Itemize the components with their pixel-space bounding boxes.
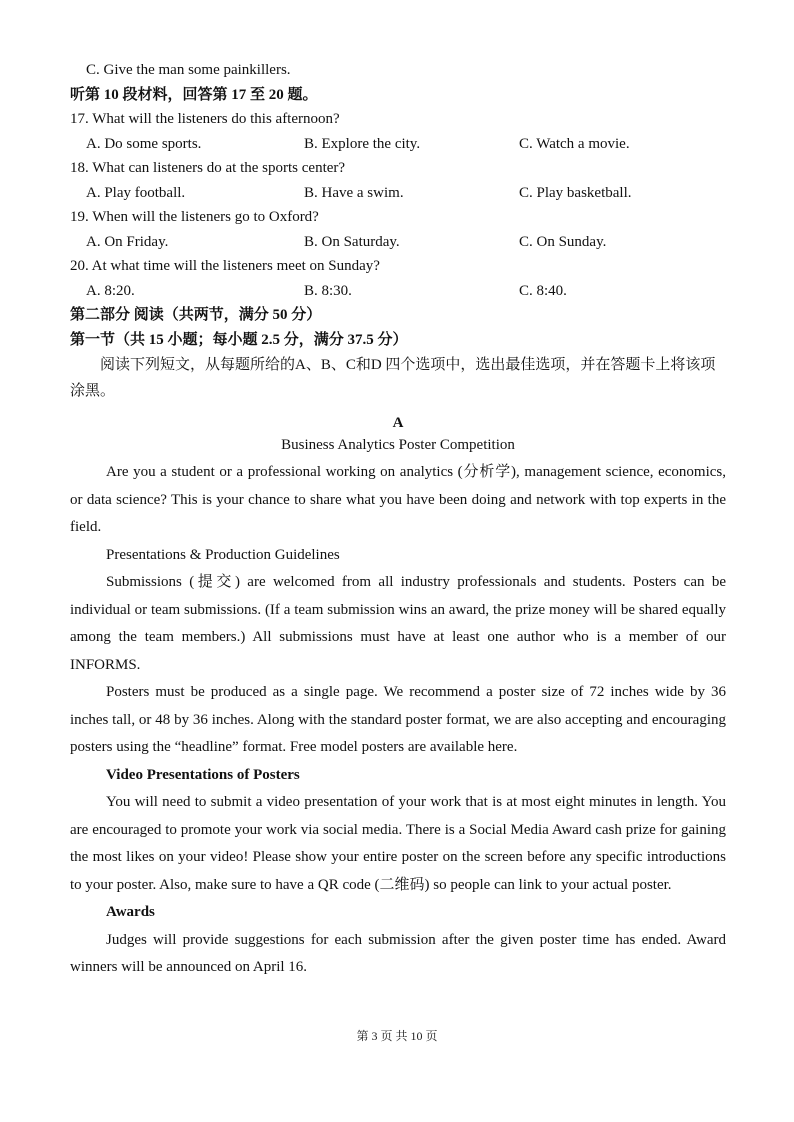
option-b: B. Explore the city. — [304, 135, 421, 152]
question-text: 17. What will the listeners do this afternoon? — [70, 111, 340, 127]
video-heading: Video Presentations of Posters — [106, 766, 300, 783]
options-row — [70, 279, 726, 304]
intro-paragraph: Are you a student or a professional working on analytics (分析学), management science, economics, or data science? This is your chance to share what you have been doing and network with top experts in the field. — [70, 464, 726, 535]
option-a: A. Play football. — [86, 184, 186, 201]
question-text: 20. At what time will the listeners meet on Sunday? — [70, 258, 380, 274]
option-b: B. On Saturday. — [304, 233, 400, 250]
option-b: B. Have a swim. — [304, 184, 404, 201]
question-18 — [70, 156, 726, 205]
guidelines-heading: Presentations & Production Guidelines — [106, 546, 340, 563]
page-footer: 第 3 页 共 10 页 — [356, 1029, 438, 1043]
reading-part-heading: 第二部分 阅读（共两节，满分 50 分） — [70, 307, 322, 323]
exam-page — [70, 58, 726, 982]
submissions-paragraph: Submissions (提交) are welcomed from all industry professionals and students. Posters can be individual or team submissions. (If a team submission wins an award, the prize money will be shared equally among the team members.) All submissions must have at least one author who is a member of our INFORMS. — [70, 574, 726, 673]
question-17 — [70, 107, 726, 156]
awards-paragraph: Judges will provide suggestions for each submission after the given poster time has ended. Award winners will be announced on April 16. — [70, 931, 726, 975]
option-a: A. Do some sports. — [86, 135, 202, 152]
options-row — [70, 230, 726, 255]
awards-heading: Awards — [106, 904, 155, 920]
option-c: C. Watch a movie. — [519, 135, 630, 152]
passage-letter: A — [392, 415, 404, 431]
question-text: 19. When will the listeners go to Oxford? — [70, 209, 319, 225]
posters-paragraph: Posters must be produced as a single page. We recommend a poster size of 72 inches wide by 36 inches tall, or 48 by 36 inches. Along with the standard poster format, we are also accepting and encouraging posters using the “headline” format. Free model posters are available here. — [70, 684, 726, 755]
options-row — [70, 181, 726, 206]
question-19 — [70, 205, 726, 254]
option-a: A. On Friday. — [86, 233, 169, 250]
passage-title: Business Analytics Poster Competition — [281, 437, 515, 453]
option-c: C. On Sunday. — [519, 233, 607, 250]
option-c: C. Play basketball. — [519, 184, 632, 201]
reading-instruction: 阅读下列短文，从每题所给的A、B、C和D 四个选项中，选出最佳选项，并在答题卡上将该项涂黑。 — [70, 357, 716, 399]
reading-section-heading: 第一节（共 15 小题；每小题 2.5 分，满分 37.5 分） — [70, 331, 408, 348]
section-10-heading: 听第 10 段材料，回答第 17 至 20 题。 — [70, 86, 318, 103]
option-a: A. 8:20. — [86, 282, 135, 299]
options-row — [70, 132, 726, 157]
question-20 — [70, 254, 726, 303]
question-text: 18. What can listeners do at the sports center? — [70, 160, 346, 176]
video-paragraph: You will need to submit a video presentation of your work that is at most eight minutes in length. You are encouraged to promote your work via social media. There is a Social Media Award cash prize for gaining the most likes on your video! Please show your entire poster on the screen before any specific introductions to your poster. Also, make sure to have a QR code (二维码) so people can link to your actual poster. — [70, 794, 726, 893]
previous-option: C. Give the man some painkillers. — [86, 62, 291, 78]
option-b: B. 8:30. — [304, 282, 352, 299]
option-c: C. 8:40. — [519, 282, 567, 299]
